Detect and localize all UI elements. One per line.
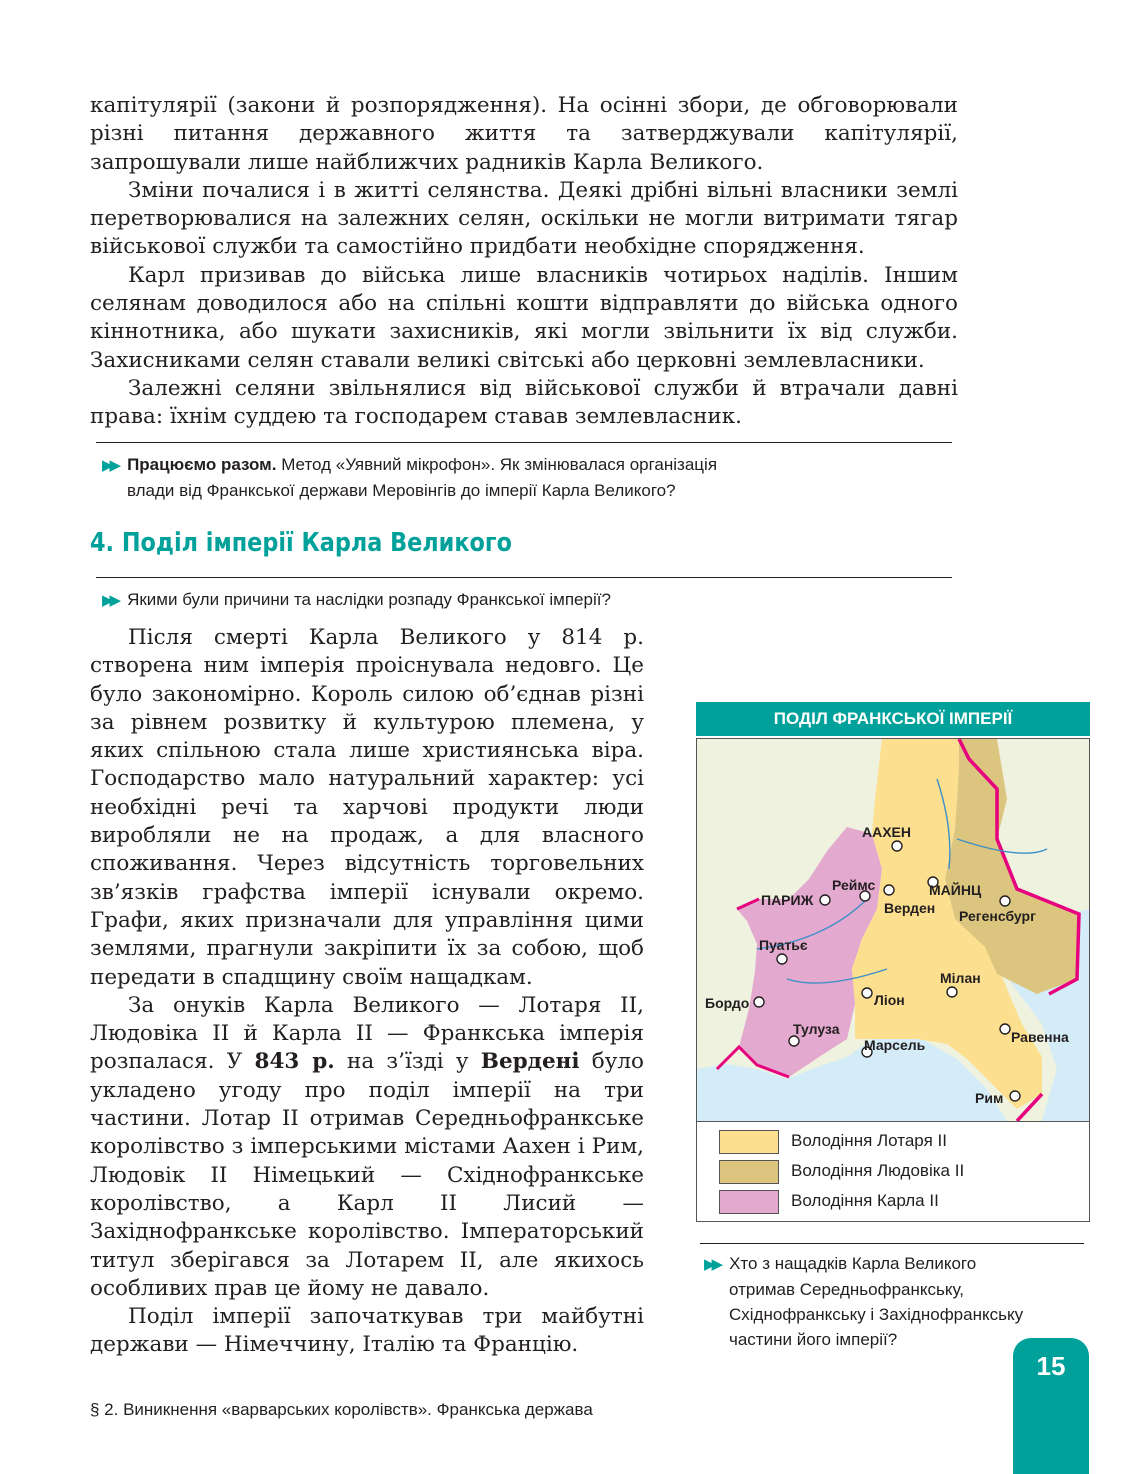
map-title: ПОДІЛ ФРАНКСЬКОЇ ІМПЕРІЇ (696, 702, 1090, 736)
section-question (102, 587, 952, 613)
main-text (90, 624, 644, 1360)
double-arrow-icon: ▶▶ (102, 457, 118, 474)
paragraph: За онуків Карла Великого — Лотаря II, Людовіка II й Карла II — Франкська імперія розпалася. У 843 р. на з’їзді у Вердені було укладено угоду про поділ імперії на три частини. Лотар II отримав Середньофранкське королівство з імперськими містами Аахен і Рим, Людовік II Німецький — Східнофранкське королівство, а Карл II Лисий — Західнофранкське королівство. Імператорський титул зберігався за Лотарем II, але якихось особливих прав це йому не давало. (90, 992, 645, 1301)
section-title: 4. Поділ імперії Карла Великого (90, 528, 512, 558)
city-aachen: ААХЕН (862, 824, 912, 840)
double-arrow-icon: ▶▶ (704, 1256, 720, 1273)
task-label: Працюємо разом. (127, 455, 277, 474)
divider (96, 442, 952, 443)
legend-swatch (719, 1190, 779, 1214)
city-mainz: МАЙНЦ (929, 882, 982, 898)
city-marseille: Марсель (864, 1037, 926, 1053)
task-text: влади від Франкської держави Меровінгів до імперії Карла Великого? (127, 481, 676, 500)
paragraph: капітулярії (закони й розпорядження). На осінні збори, де обговорювали різні питання державного життя та затверджували капітулярії, запрошували лише найближчих радників Карла Великого. (90, 93, 958, 175)
legend-label: Володіння Людовіка II (791, 1161, 965, 1180)
legend-swatch (719, 1160, 779, 1184)
question-text: Якими були причини та наслідки розпаду Франкської імперії? (127, 590, 611, 609)
legend-swatch (719, 1130, 779, 1154)
map-image (697, 739, 1089, 1121)
legend-label: Володіння Карла II (791, 1191, 939, 1210)
city-reims: Реймс (832, 877, 876, 893)
divider (700, 1243, 1084, 1244)
map-figure (696, 738, 1090, 1222)
city-lyon: Ліон (874, 992, 905, 1008)
city-poitiers: Пуатьє (759, 937, 808, 953)
city-milan: Мілан (940, 970, 981, 986)
paragraph: Після смерті Карла Великого у 814 р. створена ним імперія проіснувала недовго. Це було закономірно. Король силою об’єднав різні за рівнем розвитку й культурою племена, у яких спільною стала лише християнська віра. Господарство мало натуральний характер: усі необхідні речі та харчові продукти люди виробляли не на продаж, а для власного споживання. Через відсутність торговельних зв’язків графства імперії існували окремо. Графи, яких призначали для управління цими землями, прагнули закріпити їх за собою, щоб передати в спадщину своїм нащадкам. (90, 625, 644, 990)
page-number: 15 (1013, 1338, 1089, 1474)
task-text: Метод «Уявний мікрофон». Як змінювалася організація (276, 455, 718, 474)
side-question: ▶▶ Хто з нащадків Карла Великого отримав Середньофранкську, Східнофранкську і Західнофранкську частини його імперії? (704, 1254, 1024, 1349)
paragraph: Карл призивав до війська лише власників чотирьох наділів. Іншим селянам доводилося або на спільні кошти відправляти до війська одного кіннотника, або шукати захисників, які могли звільнити їх від служби. Захисниками селян ставали великі світські або церковні землевласники. (90, 262, 958, 373)
double-arrow-icon: ▶▶ (102, 592, 118, 609)
legend-label: Володіння Лотаря II (791, 1131, 947, 1150)
work-together-task (102, 452, 952, 503)
city-toulouse: Тулуза (793, 1021, 840, 1037)
city-bordeaux: Бордо (705, 995, 750, 1011)
city-regensburg: Регенсбург (959, 908, 1036, 924)
city-ravenna: Равенна (1011, 1029, 1069, 1045)
paragraph: Залежні селяни звільнялися від військової служби й втрачали давні права: їхнім суддею та господарем ставав землевласник. (90, 375, 958, 430)
city-verdun: Верден (884, 900, 936, 916)
top-text (90, 92, 958, 432)
city-paris: ПАРИЖ (761, 892, 814, 908)
page-footer: § 2. Виникнення «варварських королівств». Франкська держава (90, 1400, 593, 1419)
city-rome: Рим (975, 1090, 1004, 1106)
paragraph: Поділ імперії започаткував три майбутні держави — Німеччину, Італію та Францію. (90, 1304, 644, 1358)
divider (96, 577, 952, 578)
paragraph: Зміни почалися і в житті селянства. Деякі дрібні вільні власники землі перетворювалися на залежних селян, оскільки не могли витримати тягар військової служби та самостійно придбати необхідне спорядження. (90, 177, 958, 260)
